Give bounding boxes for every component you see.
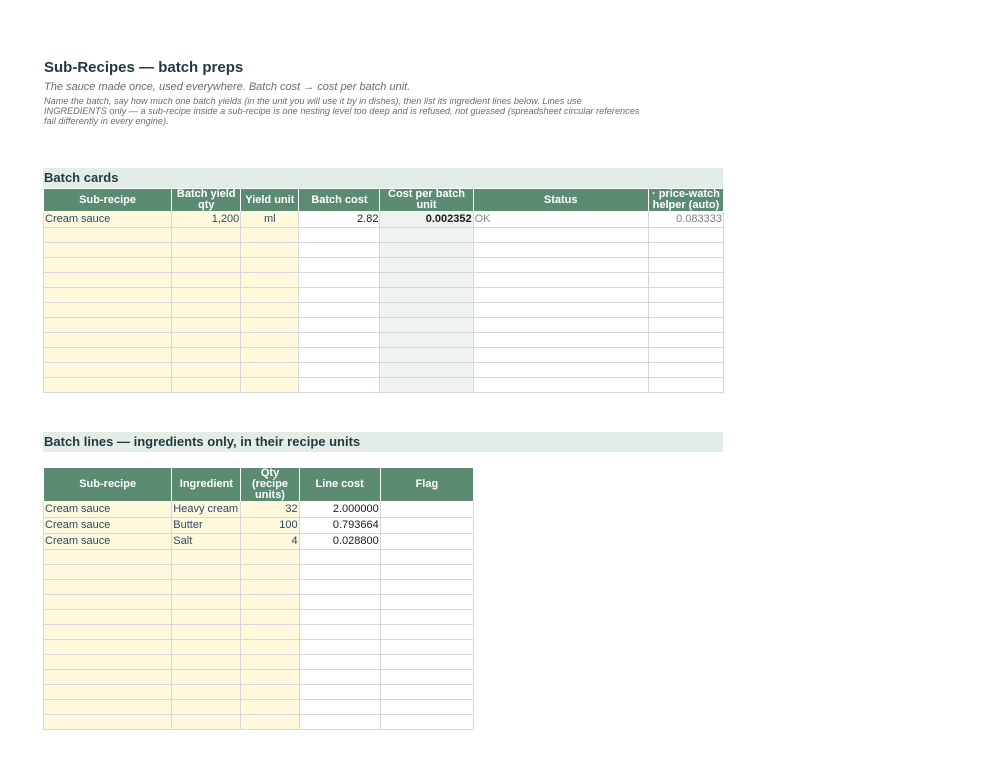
batch-yield-qty-cell[interactable] <box>172 378 241 393</box>
sub-recipe-cell[interactable] <box>44 640 172 655</box>
flag-cell[interactable] <box>380 685 473 700</box>
table-row <box>44 550 474 565</box>
ingredient-cell[interactable] <box>172 670 241 685</box>
price-watch-helper-cell[interactable] <box>648 378 723 393</box>
batch-cost-cell[interactable] <box>299 333 380 348</box>
ingredient-cell[interactable]: Butter <box>172 518 241 534</box>
batch-cost-cell[interactable] <box>299 288 380 303</box>
flag-cell[interactable] <box>380 502 473 518</box>
batch-cost-cell[interactable]: 2.82 <box>299 212 380 228</box>
sub-recipe-cell[interactable] <box>44 378 172 393</box>
col-header-qty[interactable]: Qty (recipe units) <box>241 468 299 502</box>
sub-recipe-cell[interactable] <box>44 655 172 670</box>
batch-yield-qty-cell[interactable] <box>172 273 241 288</box>
table-row <box>44 378 724 393</box>
ingredient-cell[interactable] <box>172 565 241 580</box>
batch-cost-cell[interactable] <box>299 363 380 378</box>
sub-recipe-cell[interactable]: Cream sauce <box>44 518 172 534</box>
sub-recipe-cell[interactable]: Cream sauce <box>44 212 172 228</box>
qty-cell[interactable] <box>241 700 299 715</box>
cost-per-batch-unit-cell[interactable] <box>380 228 473 243</box>
cost-per-batch-unit-cell[interactable] <box>380 273 473 288</box>
batch-yield-qty-cell[interactable] <box>172 228 241 243</box>
batch-cost-cell[interactable] <box>299 303 380 318</box>
line-cost-cell[interactable] <box>299 640 380 655</box>
col-header-price-watch-helper[interactable]: · price-watch helper (auto) <box>648 189 723 212</box>
cost-per-batch-unit-cell[interactable] <box>380 318 473 333</box>
ingredient-cell[interactable]: Salt <box>172 534 241 550</box>
table-row <box>44 303 724 318</box>
sub-recipe-cell[interactable]: Cream sauce <box>44 502 172 518</box>
batch-yield-qty-cell[interactable] <box>172 243 241 258</box>
line-cost-cell[interactable]: 0.793664 <box>299 518 380 534</box>
sub-recipe-cell[interactable] <box>44 363 172 378</box>
batch-cost-cell[interactable] <box>299 258 380 273</box>
sub-recipe-cell[interactable] <box>44 580 172 595</box>
price-watch-helper-cell[interactable] <box>648 363 723 378</box>
sub-recipe-cell[interactable] <box>44 595 172 610</box>
sub-recipe-cell[interactable] <box>44 610 172 625</box>
qty-cell[interactable] <box>241 640 299 655</box>
batch-cards-table <box>43 188 724 393</box>
sub-recipe-cell[interactable] <box>44 288 172 303</box>
yield-unit-cell[interactable] <box>241 303 299 318</box>
cost-per-batch-unit-cell[interactable] <box>380 378 473 393</box>
batch-yield-qty-cell[interactable] <box>172 288 241 303</box>
table-row <box>44 640 474 655</box>
flag-cell[interactable] <box>380 610 473 625</box>
price-watch-helper-cell[interactable] <box>648 243 723 258</box>
line-cost-cell[interactable] <box>299 625 380 640</box>
status-cell[interactable] <box>473 318 648 333</box>
table-row <box>44 534 474 550</box>
table-row <box>44 228 724 243</box>
sub-recipe-cell[interactable] <box>44 700 172 715</box>
sub-recipe-cell[interactable] <box>44 258 172 273</box>
flag-cell[interactable] <box>380 700 473 715</box>
price-watch-helper-cell[interactable] <box>648 303 723 318</box>
line-cost-cell[interactable] <box>299 700 380 715</box>
line-cost-cell[interactable] <box>299 670 380 685</box>
sub-recipe-cell[interactable]: Cream sauce <box>44 534 172 550</box>
sub-recipe-cell[interactable] <box>44 625 172 640</box>
instructions-note: Name the batch, say how much one batch yields (in the unit you will use it by in dishes), then list its ingredient lines below. Lines use INGREDIENTS only — a sub-recipe inside a sub-recipe is one nesting level too deep and is refused, not guessed (spreadsheet circular references fail differently in every engine). <box>44 96 640 126</box>
status-cell[interactable]: OK <box>473 212 648 228</box>
batch-yield-qty-cell[interactable] <box>172 258 241 273</box>
cost-per-batch-unit-cell[interactable] <box>380 333 473 348</box>
cost-per-batch-unit-cell[interactable] <box>380 303 473 318</box>
price-watch-helper-cell[interactable] <box>648 273 723 288</box>
price-watch-helper-cell[interactable] <box>648 288 723 303</box>
batch-yield-qty-cell[interactable] <box>172 363 241 378</box>
ingredient-cell[interactable] <box>172 595 241 610</box>
table-row <box>44 333 724 348</box>
sub-recipe-cell[interactable] <box>44 348 172 363</box>
qty-cell[interactable] <box>241 550 299 565</box>
qty-cell[interactable] <box>241 580 299 595</box>
status-cell[interactable] <box>473 273 648 288</box>
table-row <box>44 243 724 258</box>
line-cost-cell[interactable] <box>299 715 380 730</box>
status-cell[interactable] <box>473 348 648 363</box>
yield-unit-cell[interactable] <box>241 243 299 258</box>
yield-unit-cell[interactable] <box>241 318 299 333</box>
yield-unit-cell[interactable] <box>241 258 299 273</box>
table-row <box>44 363 724 378</box>
yield-unit-cell[interactable] <box>241 363 299 378</box>
table-row <box>44 700 474 715</box>
table-row <box>44 348 724 363</box>
sub-recipe-cell[interactable] <box>44 565 172 580</box>
qty-cell[interactable]: 32 <box>241 502 299 518</box>
status-cell[interactable] <box>473 288 648 303</box>
table-row <box>44 273 724 288</box>
table-row <box>44 258 724 273</box>
flag-cell[interactable] <box>380 565 473 580</box>
flag-cell[interactable] <box>380 715 473 730</box>
price-watch-helper-cell[interactable]: 0.083333 <box>648 212 723 228</box>
table-row <box>44 595 474 610</box>
col-header-batch-yield-qty[interactable]: Batch yield qty <box>172 189 241 212</box>
ingredient-cell[interactable] <box>172 685 241 700</box>
qty-cell[interactable] <box>241 610 299 625</box>
yield-unit-cell[interactable] <box>241 288 299 303</box>
batch-lines-header-row <box>44 468 474 502</box>
batch-cost-cell[interactable] <box>299 348 380 363</box>
status-cell[interactable] <box>473 363 648 378</box>
price-watch-helper-cell[interactable] <box>648 228 723 243</box>
qty-cell[interactable]: 4 <box>241 534 299 550</box>
batch-lines-section-title: Batch lines — ingredients only, in their recipe units <box>43 432 723 452</box>
table-row <box>44 580 474 595</box>
table-row <box>44 715 474 730</box>
table-row <box>44 212 724 228</box>
col-header-sub-recipe[interactable]: Sub-recipe <box>44 468 172 502</box>
table-row <box>44 565 474 580</box>
col-header-yield-unit[interactable]: Yield unit <box>241 189 299 212</box>
status-cell[interactable] <box>473 333 648 348</box>
ingredient-cell[interactable] <box>172 610 241 625</box>
page-subtitle: The sauce made once, used everywhere. Batch cost → cost per batch unit. <box>44 81 411 93</box>
table-row <box>44 685 474 700</box>
table-row <box>44 518 474 534</box>
line-cost-cell[interactable] <box>299 550 380 565</box>
sub-recipe-cell[interactable] <box>44 273 172 288</box>
line-cost-cell[interactable]: 0.028800 <box>299 534 380 550</box>
table-row <box>44 625 474 640</box>
page-title: Sub-Recipes — batch preps <box>44 59 244 76</box>
sub-recipe-cell[interactable] <box>44 715 172 730</box>
qty-cell[interactable] <box>241 625 299 640</box>
line-cost-cell[interactable] <box>299 610 380 625</box>
table-row <box>44 288 724 303</box>
line-cost-cell[interactable] <box>299 595 380 610</box>
cost-per-batch-unit-cell[interactable] <box>380 288 473 303</box>
qty-cell[interactable] <box>241 685 299 700</box>
batch-cards-section-title: Batch cards <box>43 168 723 188</box>
sub-recipe-cell[interactable] <box>44 333 172 348</box>
flag-cell[interactable] <box>380 534 473 550</box>
price-watch-helper-cell[interactable] <box>648 348 723 363</box>
ingredient-cell[interactable] <box>172 580 241 595</box>
batch-yield-qty-cell[interactable]: 1,200 <box>172 212 241 228</box>
batch-cost-cell[interactable] <box>299 318 380 333</box>
cost-per-batch-unit-cell[interactable] <box>380 258 473 273</box>
cost-per-batch-unit-cell[interactable] <box>380 363 473 378</box>
yield-unit-cell[interactable] <box>241 378 299 393</box>
yield-unit-cell[interactable] <box>241 228 299 243</box>
batch-yield-qty-cell[interactable] <box>172 333 241 348</box>
flag-cell[interactable] <box>380 670 473 685</box>
status-cell[interactable] <box>473 303 648 318</box>
cost-per-batch-unit-cell[interactable]: 0.002352 <box>380 212 473 228</box>
yield-unit-cell[interactable] <box>241 348 299 363</box>
batch-cost-cell[interactable] <box>299 273 380 288</box>
ingredient-cell[interactable]: Heavy cream <box>172 502 241 518</box>
ingredient-cell[interactable] <box>172 715 241 730</box>
flag-cell[interactable] <box>380 595 473 610</box>
table-row <box>44 670 474 685</box>
price-watch-helper-cell[interactable] <box>648 333 723 348</box>
yield-unit-cell[interactable] <box>241 273 299 288</box>
sub-recipe-cell[interactable] <box>44 228 172 243</box>
qty-cell[interactable] <box>241 655 299 670</box>
flag-cell[interactable] <box>380 625 473 640</box>
sub-recipe-cell[interactable] <box>44 318 172 333</box>
status-cell[interactable] <box>473 243 648 258</box>
flag-cell[interactable] <box>380 640 473 655</box>
flag-cell[interactable] <box>380 580 473 595</box>
cost-per-batch-unit-cell[interactable] <box>380 348 473 363</box>
sub-recipe-cell[interactable] <box>44 685 172 700</box>
ingredient-cell[interactable] <box>172 700 241 715</box>
ingredient-cell[interactable] <box>172 655 241 670</box>
sub-recipe-cell[interactable] <box>44 550 172 565</box>
batch-yield-qty-cell[interactable] <box>172 348 241 363</box>
cost-per-batch-unit-cell[interactable] <box>380 243 473 258</box>
price-watch-helper-cell[interactable] <box>648 318 723 333</box>
qty-cell[interactable] <box>241 595 299 610</box>
sub-recipe-cell[interactable] <box>44 303 172 318</box>
batch-yield-qty-cell[interactable] <box>172 318 241 333</box>
ingredient-cell[interactable] <box>172 625 241 640</box>
col-header-cost-per-batch-unit[interactable]: Cost per batch unit <box>380 189 473 212</box>
batch-cost-cell[interactable] <box>299 378 380 393</box>
col-header-sub-recipe[interactable]: Sub-recipe <box>44 189 172 212</box>
batch-cards-header-row <box>44 189 724 212</box>
flag-cell[interactable] <box>380 655 473 670</box>
yield-unit-cell[interactable] <box>241 333 299 348</box>
flag-cell[interactable] <box>380 518 473 534</box>
price-watch-helper-cell[interactable] <box>648 258 723 273</box>
ingredient-cell[interactable] <box>172 640 241 655</box>
qty-cell[interactable] <box>241 565 299 580</box>
batch-cost-cell[interactable] <box>299 228 380 243</box>
table-row <box>44 502 474 518</box>
qty-cell[interactable] <box>241 670 299 685</box>
table-row <box>44 655 474 670</box>
flag-cell[interactable] <box>380 550 473 565</box>
sub-recipe-cell[interactable] <box>44 243 172 258</box>
yield-unit-cell[interactable]: ml <box>241 212 299 228</box>
col-header-batch-cost[interactable]: Batch cost <box>299 189 380 212</box>
col-header-flag[interactable]: Flag <box>380 468 473 502</box>
ingredient-cell[interactable] <box>172 550 241 565</box>
batch-yield-qty-cell[interactable] <box>172 303 241 318</box>
line-cost-cell[interactable] <box>299 565 380 580</box>
status-cell[interactable] <box>473 378 648 393</box>
col-header-status[interactable]: Status <box>473 189 648 212</box>
batch-lines-table <box>43 467 474 730</box>
line-cost-cell[interactable]: 2.000000 <box>299 502 380 518</box>
table-row <box>44 318 724 333</box>
table-row <box>44 610 474 625</box>
line-cost-cell[interactable] <box>299 685 380 700</box>
status-cell[interactable] <box>473 258 648 273</box>
line-cost-cell[interactable] <box>299 580 380 595</box>
col-header-line-cost[interactable]: Line cost <box>299 468 380 502</box>
line-cost-cell[interactable] <box>299 655 380 670</box>
qty-cell[interactable]: 100 <box>241 518 299 534</box>
status-cell[interactable] <box>473 228 648 243</box>
qty-cell[interactable] <box>241 715 299 730</box>
batch-cost-cell[interactable] <box>299 243 380 258</box>
sub-recipe-cell[interactable] <box>44 670 172 685</box>
col-header-ingredient[interactable]: Ingredient <box>172 468 241 502</box>
